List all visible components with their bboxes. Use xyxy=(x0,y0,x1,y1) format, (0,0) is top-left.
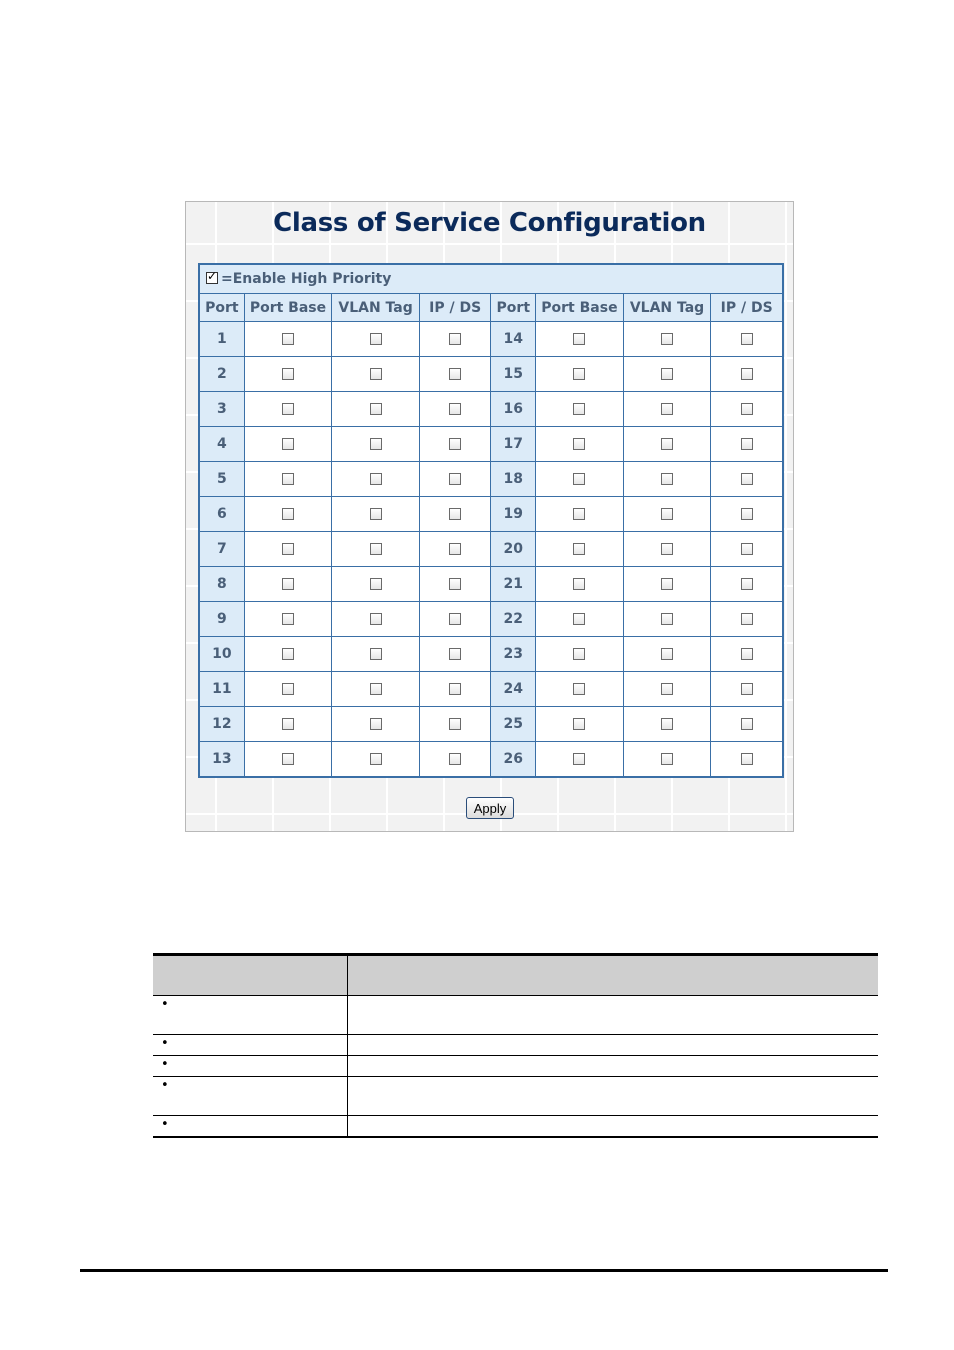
port-number: 20 xyxy=(491,532,536,567)
checkbox-ip-ds-port[interactable] xyxy=(741,543,753,555)
checkbox-ip-ds-port[interactable] xyxy=(449,613,461,625)
description-row xyxy=(153,1056,878,1077)
port-number: 7 xyxy=(199,532,244,567)
cell-port-base xyxy=(536,637,624,672)
cell-ip-ds xyxy=(711,322,783,357)
checkbox-port-base-port[interactable] xyxy=(573,683,585,695)
port-number: 16 xyxy=(491,392,536,427)
checkbox-vlan-tag-port[interactable] xyxy=(661,403,673,415)
description-object-cell xyxy=(153,996,347,1035)
port-row xyxy=(199,462,783,497)
header-row xyxy=(199,294,783,322)
checkbox-vlan-tag-port[interactable] xyxy=(661,508,673,520)
cell-vlan-tag xyxy=(332,462,420,497)
legend-text: =Enable High Priority xyxy=(221,271,392,287)
cell-vlan-tag xyxy=(623,672,711,707)
cell-ip-ds xyxy=(711,497,783,532)
cell-port-base xyxy=(536,427,624,462)
cell-ip-ds xyxy=(711,742,783,778)
cell-port-base xyxy=(536,462,624,497)
checkbox-vlan-tag-port[interactable] xyxy=(661,683,673,695)
checkbox-port-base-port[interactable] xyxy=(282,613,294,625)
cell-port-base xyxy=(536,322,624,357)
checkbox-vlan-tag-port[interactable] xyxy=(370,473,382,485)
description-text-cell xyxy=(347,1077,878,1116)
port-row xyxy=(199,567,783,602)
cell-ip-ds xyxy=(419,637,491,672)
cell-ip-ds xyxy=(419,462,491,497)
checkbox-vlan-tag-port[interactable] xyxy=(661,543,673,555)
cell-vlan-tag xyxy=(332,427,420,462)
checkbox-vlan-tag-port[interactable] xyxy=(370,543,382,555)
port-number: 19 xyxy=(491,497,536,532)
bullet-icon: • xyxy=(161,997,169,1012)
checkbox-ip-ds-port[interactable] xyxy=(449,683,461,695)
cell-ip-ds xyxy=(711,672,783,707)
cell-vlan-tag xyxy=(623,742,711,778)
cell-vlan-tag xyxy=(623,602,711,637)
checkbox-port-base-port[interactable] xyxy=(573,403,585,415)
checkbox-ip-ds-port[interactable] xyxy=(449,508,461,520)
port-row xyxy=(199,392,783,427)
checkbox-ip-ds-port[interactable] xyxy=(449,648,461,660)
checkbox-port-base-port[interactable] xyxy=(573,508,585,520)
checkbox-port-base-port[interactable] xyxy=(282,333,294,345)
cell-ip-ds xyxy=(711,567,783,602)
checkbox-port-base-port[interactable] xyxy=(573,333,585,345)
port-row xyxy=(199,357,783,392)
port-number: 24 xyxy=(491,672,536,707)
checkbox-vlan-tag-port[interactable] xyxy=(661,438,673,450)
checkbox-port-base-port[interactable] xyxy=(282,473,294,485)
cell-ip-ds xyxy=(419,357,491,392)
cell-port-base xyxy=(244,497,332,532)
port-row xyxy=(199,497,783,532)
cell-vlan-tag xyxy=(623,637,711,672)
checkbox-port-base-port[interactable] xyxy=(573,473,585,485)
cell-vlan-tag xyxy=(332,637,420,672)
cell-ip-ds xyxy=(419,427,491,462)
checkbox-ip-ds-port[interactable] xyxy=(449,578,461,590)
cell-ip-ds xyxy=(711,357,783,392)
cell-vlan-tag xyxy=(332,672,420,707)
cell-port-base xyxy=(536,602,624,637)
port-number: 11 xyxy=(199,672,244,707)
cell-vlan-tag xyxy=(332,602,420,637)
checkbox-vlan-tag-port[interactable] xyxy=(370,403,382,415)
cell-ip-ds xyxy=(711,462,783,497)
footer-divider xyxy=(80,1269,888,1272)
cell-ip-ds xyxy=(711,532,783,567)
cell-vlan-tag xyxy=(332,567,420,602)
checkbox-ip-ds-port[interactable] xyxy=(741,753,753,765)
port-number: 25 xyxy=(491,707,536,742)
checkbox-vlan-tag-port[interactable] xyxy=(370,368,382,380)
cell-vlan-tag xyxy=(623,567,711,602)
bullet-icon: • xyxy=(161,1036,169,1051)
description-object-cell xyxy=(153,1056,347,1077)
description-table xyxy=(153,953,878,1138)
checkbox-vlan-tag-port[interactable] xyxy=(661,333,673,345)
cell-ip-ds xyxy=(419,707,491,742)
checkbox-ip-ds-port[interactable] xyxy=(741,578,753,590)
cell-ip-ds xyxy=(711,707,783,742)
bullet-icon: • xyxy=(161,1078,169,1093)
port-number: 17 xyxy=(491,427,536,462)
checkbox-ip-ds-port[interactable] xyxy=(741,438,753,450)
checkbox-port-base-port[interactable] xyxy=(573,368,585,380)
port-row xyxy=(199,707,783,742)
port-number: 2 xyxy=(199,357,244,392)
port-number: 1 xyxy=(199,322,244,357)
checkbox-ip-ds-port[interactable] xyxy=(449,368,461,380)
apply-button[interactable]: Apply xyxy=(466,797,514,819)
cell-ip-ds xyxy=(711,602,783,637)
port-number: 22 xyxy=(491,602,536,637)
port-number: 10 xyxy=(199,637,244,672)
cell-ip-ds xyxy=(419,392,491,427)
cos-config-screen xyxy=(185,201,794,832)
legend-cell xyxy=(199,264,783,294)
cell-vlan-tag xyxy=(623,357,711,392)
checkbox-port-base-port[interactable] xyxy=(573,613,585,625)
cell-port-base xyxy=(244,707,332,742)
checkbox-vlan-tag-port[interactable] xyxy=(661,718,673,730)
cell-ip-ds xyxy=(419,497,491,532)
description-header-row xyxy=(153,955,878,996)
cell-port-base xyxy=(244,672,332,707)
header-port-base-right: Port Base xyxy=(536,294,624,322)
cell-ip-ds xyxy=(419,602,491,637)
cell-port-base xyxy=(244,462,332,497)
checkbox-vlan-tag-port[interactable] xyxy=(370,333,382,345)
cell-port-base xyxy=(244,427,332,462)
cell-port-base xyxy=(244,567,332,602)
checkbox-vlan-tag-port[interactable] xyxy=(661,368,673,380)
checkbox-ip-ds-port[interactable] xyxy=(449,543,461,555)
cell-vlan-tag xyxy=(623,392,711,427)
port-row xyxy=(199,427,783,462)
cell-vlan-tag xyxy=(332,392,420,427)
cell-ip-ds xyxy=(419,532,491,567)
port-number: 3 xyxy=(199,392,244,427)
description-object-cell xyxy=(153,1077,347,1116)
cell-port-base xyxy=(244,742,332,778)
checkbox-port-base-port[interactable] xyxy=(282,648,294,660)
checkbox-ip-ds-port[interactable] xyxy=(741,613,753,625)
cos-table xyxy=(198,263,784,778)
port-number: 26 xyxy=(491,742,536,778)
page-title: Class of Service Configuration xyxy=(273,208,706,238)
description-row xyxy=(153,1116,878,1138)
checkbox-vlan-tag-port[interactable] xyxy=(370,718,382,730)
cell-vlan-tag xyxy=(623,427,711,462)
checkbox-vlan-tag-port[interactable] xyxy=(661,578,673,590)
cell-ip-ds xyxy=(419,742,491,778)
cell-port-base xyxy=(536,392,624,427)
cell-ip-ds xyxy=(711,637,783,672)
description-text-cell xyxy=(347,1056,878,1077)
port-number: 8 xyxy=(199,567,244,602)
checkbox-port-base-port[interactable] xyxy=(573,578,585,590)
cell-port-base xyxy=(244,637,332,672)
header-ip-ds-left: IP / DS xyxy=(419,294,491,322)
port-row xyxy=(199,532,783,567)
checkbox-vlan-tag-port[interactable] xyxy=(661,753,673,765)
checkbox-ip-ds-port[interactable] xyxy=(449,753,461,765)
checkbox-vlan-tag-port[interactable] xyxy=(661,648,673,660)
description-text-cell xyxy=(347,1035,878,1056)
checkbox-vlan-tag-port[interactable] xyxy=(370,753,382,765)
description-object-cell xyxy=(153,1035,347,1056)
port-row xyxy=(199,602,783,637)
port-number: 9 xyxy=(199,602,244,637)
cell-vlan-tag xyxy=(623,707,711,742)
checkbox-ip-ds-port[interactable] xyxy=(741,333,753,345)
header-port-right: Port xyxy=(491,294,536,322)
checkbox-port-base-port[interactable] xyxy=(282,508,294,520)
description-row xyxy=(153,1077,878,1116)
cell-port-base xyxy=(244,392,332,427)
cell-vlan-tag xyxy=(332,742,420,778)
cell-port-base xyxy=(536,707,624,742)
checkbox-vlan-tag-port[interactable] xyxy=(370,438,382,450)
description-header-object xyxy=(153,955,347,996)
cell-vlan-tag xyxy=(623,497,711,532)
port-row xyxy=(199,637,783,672)
checkbox-vlan-tag-port[interactable] xyxy=(370,683,382,695)
port-number: 18 xyxy=(491,462,536,497)
header-vlan-tag-right: VLAN Tag xyxy=(623,294,711,322)
port-number: 14 xyxy=(491,322,536,357)
cell-vlan-tag xyxy=(332,357,420,392)
checkbox-port-base-port[interactable] xyxy=(282,368,294,380)
checkbox-port-base-port[interactable] xyxy=(573,543,585,555)
cell-vlan-tag xyxy=(332,322,420,357)
cell-ip-ds xyxy=(711,392,783,427)
cell-port-base xyxy=(536,497,624,532)
port-row xyxy=(199,672,783,707)
checkbox-ip-ds-port[interactable] xyxy=(449,473,461,485)
port-row xyxy=(199,742,783,778)
port-number: 5 xyxy=(199,462,244,497)
header-port-base-left: Port Base xyxy=(244,294,332,322)
checkbox-ip-ds-port[interactable] xyxy=(741,403,753,415)
checkbox-port-base-port[interactable] xyxy=(282,403,294,415)
header-ip-ds-right: IP / DS xyxy=(711,294,783,322)
port-number: 15 xyxy=(491,357,536,392)
cell-vlan-tag xyxy=(332,497,420,532)
cell-port-base xyxy=(536,357,624,392)
checkbox-ip-ds-port[interactable] xyxy=(449,403,461,415)
cell-port-base xyxy=(244,322,332,357)
checkbox-ip-ds-port[interactable] xyxy=(741,718,753,730)
cell-ip-ds xyxy=(419,322,491,357)
description-row xyxy=(153,996,878,1035)
cell-vlan-tag xyxy=(623,322,711,357)
checkbox-port-base-port[interactable] xyxy=(282,683,294,695)
checkbox-port-base-port[interactable] xyxy=(573,753,585,765)
description-text-cell xyxy=(347,1116,878,1138)
description-text-cell xyxy=(347,996,878,1035)
cell-port-base xyxy=(244,602,332,637)
cell-port-base xyxy=(536,742,624,778)
port-number: 4 xyxy=(199,427,244,462)
checkbox-ip-ds-port[interactable] xyxy=(449,333,461,345)
checkbox-vlan-tag-port[interactable] xyxy=(370,578,382,590)
checkbox-vlan-tag-port[interactable] xyxy=(370,613,382,625)
checkbox-port-base-port[interactable] xyxy=(282,543,294,555)
cell-ip-ds xyxy=(711,427,783,462)
cell-vlan-tag xyxy=(623,462,711,497)
checkbox-ip-ds-port[interactable] xyxy=(741,508,753,520)
checkbox-port-base-port[interactable] xyxy=(573,438,585,450)
checkbox-port-base-port[interactable] xyxy=(282,438,294,450)
checkbox-port-base-port[interactable] xyxy=(573,718,585,730)
checkbox-ip-ds-port[interactable] xyxy=(741,683,753,695)
bullet-icon: • xyxy=(161,1117,169,1132)
checkbox-port-base-port[interactable] xyxy=(282,718,294,730)
checkbox-vlan-tag-port[interactable] xyxy=(370,648,382,660)
description-row xyxy=(153,1035,878,1056)
port-number: 21 xyxy=(491,567,536,602)
checkmark-checkbox-icon xyxy=(206,272,218,284)
cell-port-base xyxy=(244,532,332,567)
header-port-left: Port xyxy=(199,294,244,322)
cell-port-base xyxy=(536,532,624,567)
checkbox-vlan-tag-port[interactable] xyxy=(370,508,382,520)
port-row xyxy=(199,322,783,357)
checkbox-vlan-tag-port[interactable] xyxy=(661,613,673,625)
checkbox-ip-ds-port[interactable] xyxy=(449,438,461,450)
cell-vlan-tag xyxy=(623,532,711,567)
port-number: 6 xyxy=(199,497,244,532)
cell-port-base xyxy=(536,672,624,707)
description-header-description xyxy=(347,955,878,996)
cell-port-base xyxy=(536,567,624,602)
port-number: 12 xyxy=(199,707,244,742)
cell-ip-ds xyxy=(419,672,491,707)
checkbox-port-base-port[interactable] xyxy=(282,578,294,590)
legend-row xyxy=(199,264,783,294)
cell-port-base xyxy=(244,357,332,392)
port-number: 13 xyxy=(199,742,244,778)
checkbox-port-base-port[interactable] xyxy=(282,753,294,765)
bullet-icon: • xyxy=(161,1057,169,1072)
cell-ip-ds xyxy=(419,567,491,602)
cell-vlan-tag xyxy=(332,707,420,742)
checkbox-port-base-port[interactable] xyxy=(573,648,585,660)
checkbox-ip-ds-port[interactable] xyxy=(741,648,753,660)
description-object-cell xyxy=(153,1116,347,1138)
port-number: 23 xyxy=(491,637,536,672)
checkbox-ip-ds-port[interactable] xyxy=(741,368,753,380)
checkbox-ip-ds-port[interactable] xyxy=(449,718,461,730)
cell-vlan-tag xyxy=(332,532,420,567)
header-vlan-tag-left: VLAN Tag xyxy=(332,294,420,322)
checkbox-vlan-tag-port[interactable] xyxy=(661,473,673,485)
checkbox-ip-ds-port[interactable] xyxy=(741,473,753,485)
